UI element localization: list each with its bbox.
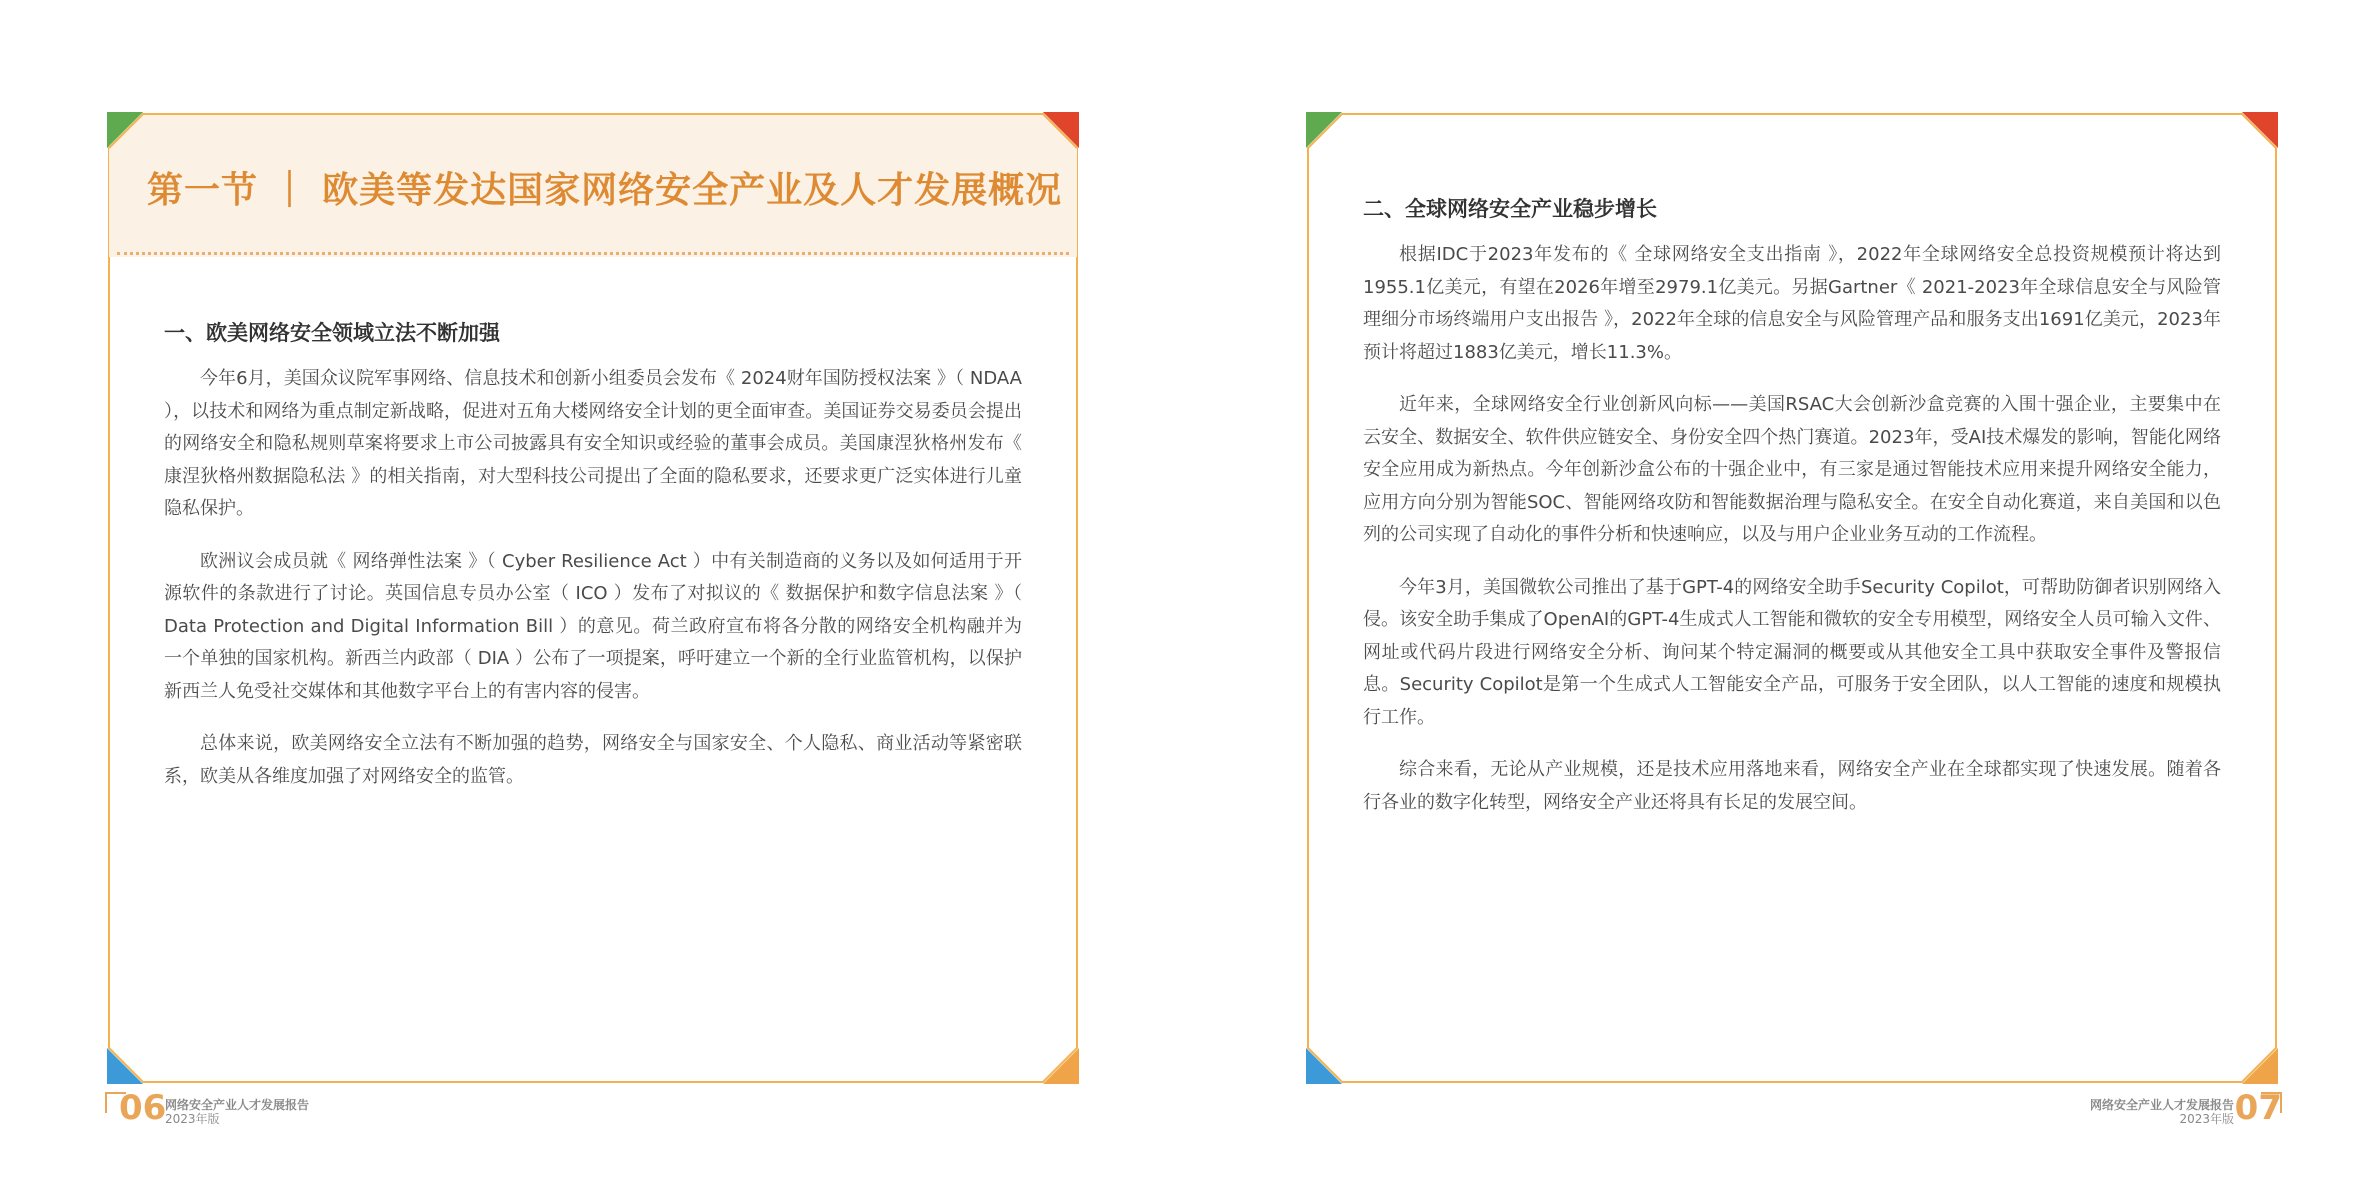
section-title: 第一节 ｜ 欧美等发达国家网络安全产业及人才发展概况	[147, 170, 1063, 211]
right-paragraph-4: 综合来看，无论从产业规模，还是技术应用落地来看，网络安全产业在全球都实现了快速发展。随着各行各业的数字化转型，网络安全产业还将具有长足的发展空间。	[1363, 759, 2221, 813]
left-page-content	[164, 320, 1022, 813]
left-paragraph-2: 欧洲议会成员就《 网络弹性法案 》（ Cyber Resilience Act ）中有关制造商的义务以及如何适用于开源软件的条款进行了讨论。英国信息专员办公室（ ICO ）发布了对拟议的《 数据保护和数字信息法案 》（ Data Protection and Digital Information Bill ）的意见。荷兰政府宣布将各分散的网络安全机构融并为一个单独的国家机构。新西兰内政部（ DIA ）公布了一项提案，呼吁建立一个新的全行业监管机构，以保护新西兰人免受社交媒体和其他数字平台上的有害内容的侵害。	[164, 550, 1022, 702]
corner-red-triangle	[2242, 112, 2278, 148]
right-page-number: 07	[2234, 1088, 2282, 1128]
corner-blue-triangle	[1306, 1048, 1342, 1084]
corner-orange-triangle	[2242, 1048, 2278, 1084]
right-paragraph-2: 近年来，全球网络安全行业创新风向标——美国RSAC大会创新沙盒竞赛的入围十强企业，主要集中在云安全、数据安全、软件供应链安全、身份安全四个热门赛道。2023年，受AI技术爆发的影响，智能化网络安全应用成为新热点。今年创新沙盒公布的十强企业中，有三家是通过智能技术应用来提升网络安全能力，应用方向分别为智能SOC、智能网络攻防和智能数据治理与隐私安全。在安全自动化赛道，来自美国和以色列的公司实现了自动化的事件分析和快速响应，以及与用户企业业务互动的工作流程。	[1363, 394, 2221, 546]
left-footer	[105, 1088, 345, 1132]
corner-green-triangle	[1306, 112, 1342, 148]
left-page	[107, 112, 1079, 1084]
left-page-number: 06	[119, 1088, 167, 1128]
left-footer-year: 2023年版	[165, 1112, 220, 1126]
left-paragraph-3: 总体来说，欧美网络安全立法有不断加强的趋势，网络安全与国家安全、个人隐私、商业活动等紧密联系，欧美从各维度加强了对网络安全的监管。	[164, 733, 1022, 787]
corner-orange-triangle	[1043, 1048, 1079, 1084]
right-page-content	[1363, 196, 2221, 839]
right-paragraph-1: 根据IDC于2023年发布的《 全球网络安全支出指南 》，2022年全球网络安全总投资规模预计将达到1955.1亿美元，有望在2026年增至2979.1亿美元。另据Gartner《 2021-2023年全球信息安全与风险管理细分市场终端用户支出报告 》，2022年全球的信息安全与风险管理产品和服务支出1691亿美元，2023年预计将超过1883亿美元，增长11.3%。	[1363, 244, 2221, 363]
right-footer-year: 2023年版	[2179, 1112, 2234, 1126]
right-paragraph-3: 今年3月，美国微软公司推出了基于GPT-4的网络安全助手Security Copilot，可帮助防御者识别网络入侵。该安全助手集成了OpenAI的GPT-4生成式人工智能和微软的安全专用模型，网络安全人员可输入文件、网址或代码片段进行网络安全分析、询问某个特定漏洞的概要或从其他安全工具中获取安全事件及警报信息。Security Copilot是第一个生成式人工智能安全产品，可服务于安全团队，以人工智能的速度和规模执行工作。	[1363, 576, 2221, 728]
right-footer-report-title: 网络安全产业人才发展报告	[2089, 1098, 2234, 1112]
right-heading: 二、全球网络安全产业稳步增长	[1363, 197, 1657, 221]
left-paragraph-1: 今年6月，美国众议院军事网络、信息技术和创新小组委员会发布《 2024财年国防授权法案 》（ NDAA ），以技术和网络为重点制定新战略，促进对五角大楼网络安全计划的更全面审查。美国证券交易委员会提出的网络安全和隐私规则草案将要求上市公司披露具有安全知识或经验的董事会成员。美国康涅狄格州发布《 康涅狄格州数据隐私法 》的相关指南，对大型科技公司提出了全面的隐私要求，还要求更广泛实体进行儿童隐私保护。	[164, 368, 1022, 520]
right-page	[1306, 112, 2278, 1084]
left-footer-report-title: 网络安全产业人才发展报告	[165, 1098, 310, 1112]
left-heading: 一、欧美网络安全领域立法不断加强	[164, 321, 500, 345]
corner-blue-triangle	[107, 1048, 143, 1084]
right-footer	[2042, 1088, 2282, 1132]
title-dotted-divider	[117, 252, 1069, 255]
